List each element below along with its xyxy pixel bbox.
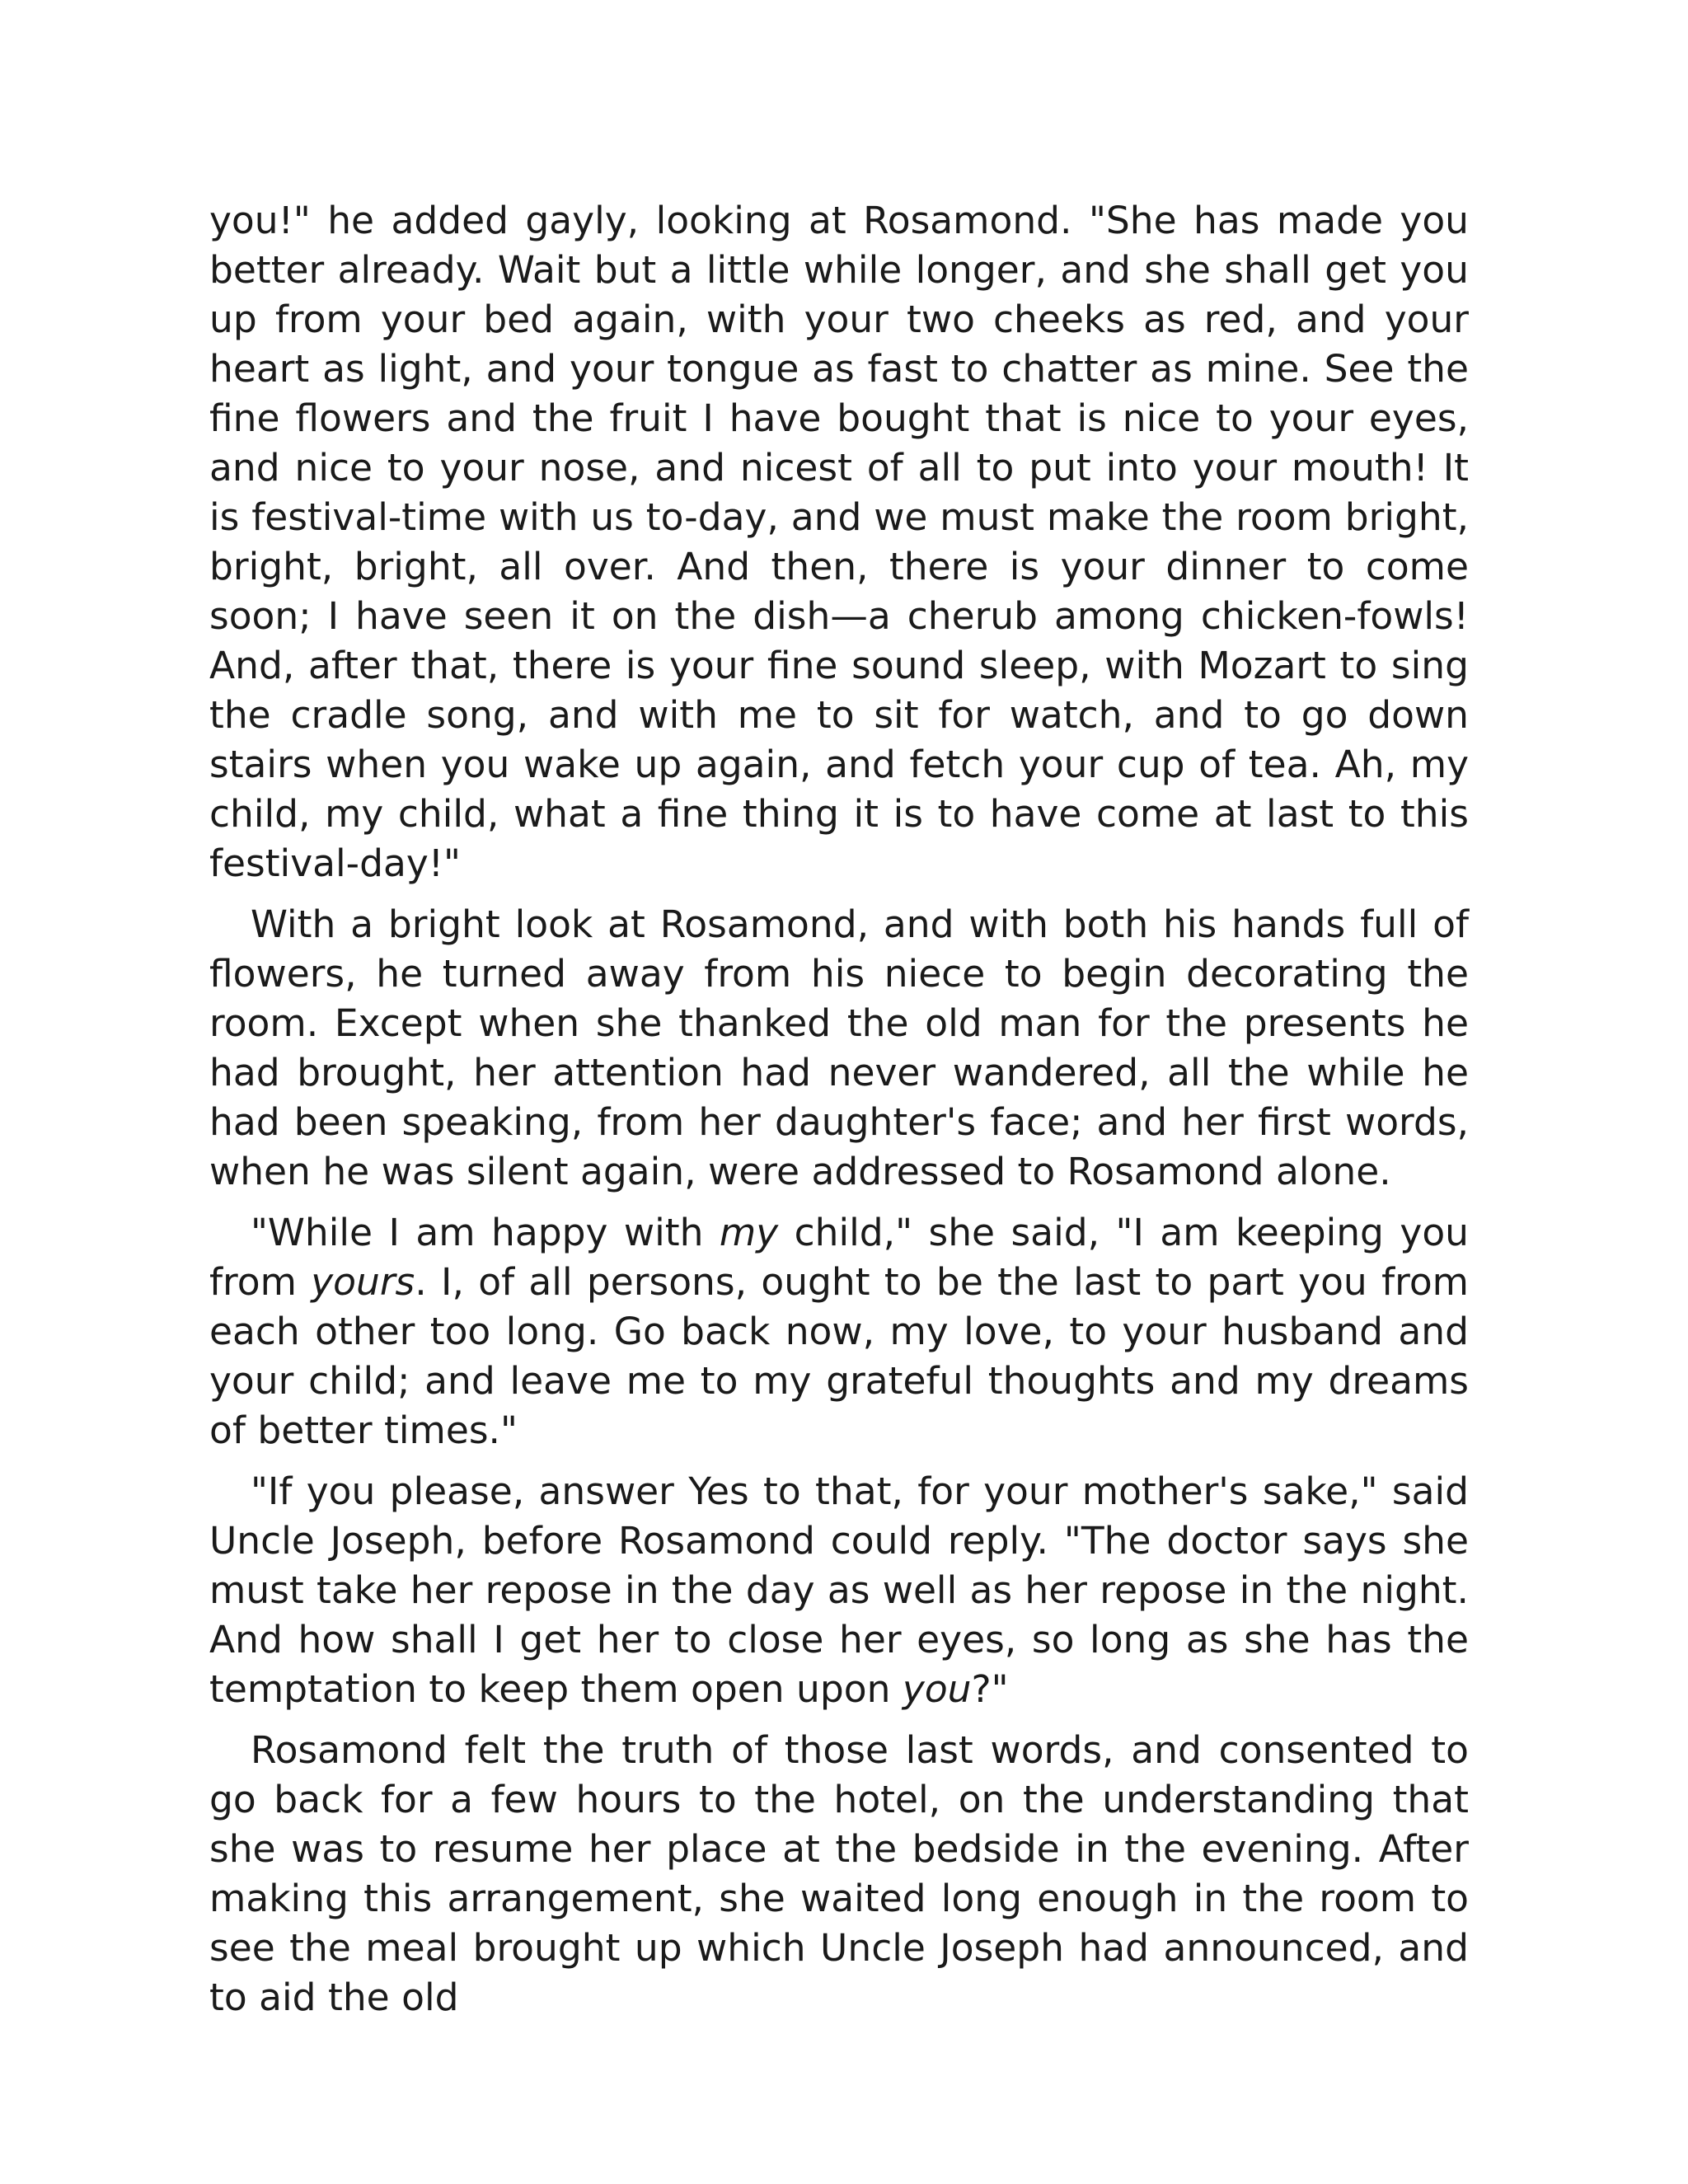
text-run: ?" (971, 1667, 1009, 1711)
text-run: child," she said, "I am keeping you from (209, 1211, 1469, 1304)
text-run: "If you please, answer Yes to that, for your mother's sake," said Uncle Joseph, before Rosamond could reply. "The doctor says she must take her repose in the day as well as her repose in the night. And how shall I get her to close her eyes, so long as she has the temptation to keep them open upon (209, 1469, 1469, 1711)
paragraph-3 (209, 1208, 1469, 1455)
text-run: With a bright look at Rosamond, and with both his hands full of flowers, he turned away from his niece to begin decorating the room. Except when she thanked the old man for the presents he had brought, her attention had never wandered, all the while he had been speaking, from her daughter's face; and her first words, when he was silent again, were addressed to Rosamond alone. (209, 902, 1469, 1193)
italic-text-run: yours (311, 1260, 415, 1304)
italic-text-run: you (902, 1667, 972, 1711)
paragraph-4 (209, 1467, 1469, 1714)
text-run: Rosamond felt the truth of those last words, and consented to go back for a few hours to the hotel, on the understanding that she was to resume her place at the bedside in the evening. After making this arrangement, she waited long enough in the room to see the meal brought up which Uncle Joseph had announced, and to aid the old (209, 1728, 1469, 2019)
text-run: . I, of all persons, ought to be the last to part you from each other too long. Go back now, my love, to your husband and your child; and leave me to my grateful thoughts and my dreams of better times." (209, 1260, 1469, 1452)
paragraph-1 (209, 196, 1469, 888)
book-page (209, 196, 1469, 2034)
paragraph-2 (209, 900, 1469, 1197)
paragraph-5 (209, 1726, 1469, 2022)
text-run: you!" he added gayly, looking at Rosamond. "She has made you better already. Wait but a little while longer, and she shall get you up from your bed again, with your two cheeks as red, and your heart as light, and your tongue as fast to chatter as mine. See the fine flowers and the fruit I have bought that is nice to your eyes, and nice to your nose, and nicest of all to put into your mouth! It is festival-time with us to-day, and we must make the room bright, bright, bright, all over. And then, there is your dinner to come soon; I have seen it on the dish—a cherub among chicken-fowls! And, after that, there is your fine sound sleep, with Mozart to sing the cradle song, and with me to sit for watch, and to go down stairs when you wake up again, and fetch your cup of tea. Ah, my child, my child, what a fine thing it is to have come at last to this festival-day!" (209, 199, 1469, 885)
text-run: "While I am happy with (251, 1211, 720, 1254)
italic-text-run: my (719, 1211, 779, 1254)
